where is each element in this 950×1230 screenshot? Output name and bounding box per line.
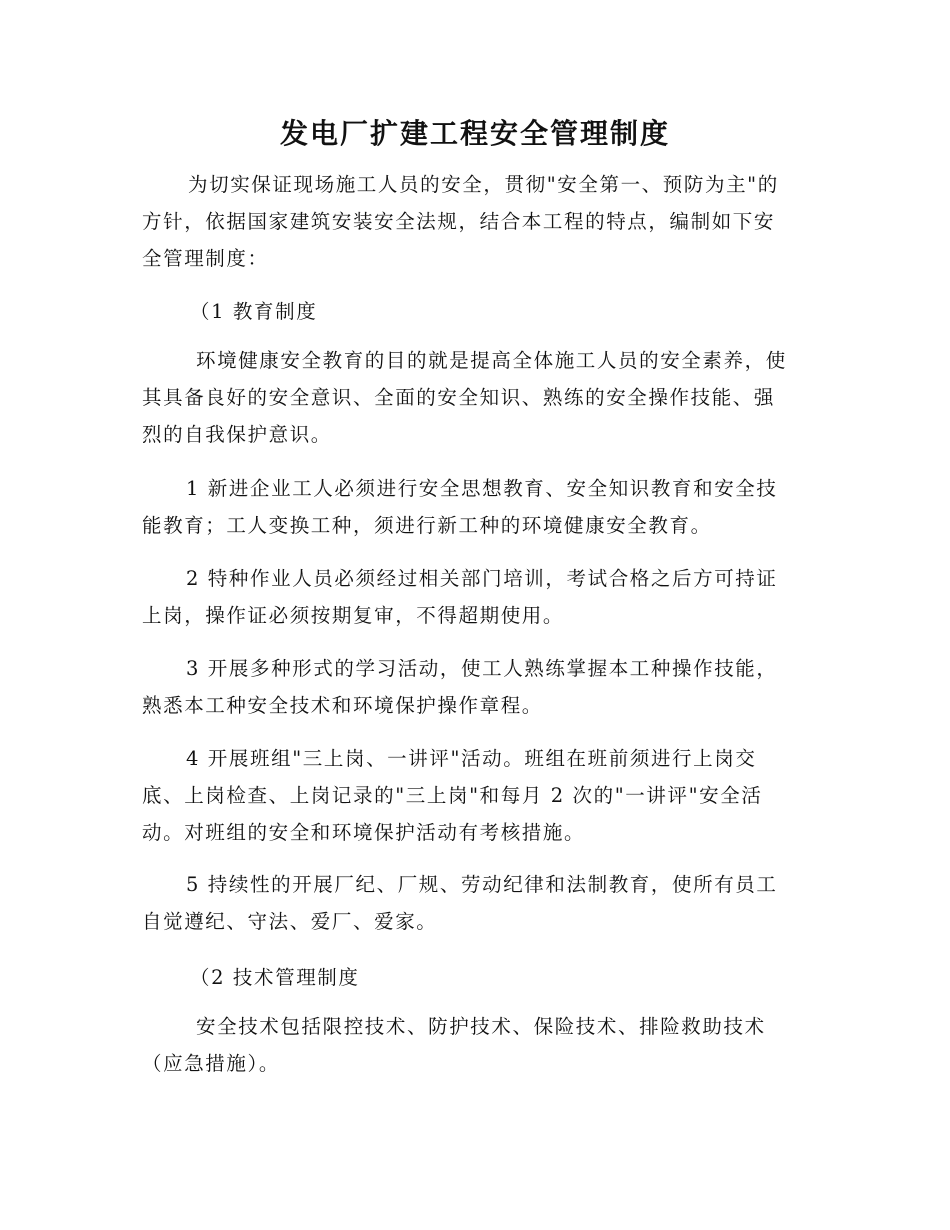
item-2-paragraph [142, 560, 807, 634]
item-5-paragraph [142, 866, 807, 940]
section-2-lead-line-2: （应急措施）。 [142, 1052, 280, 1075]
item-4-line-1: 4 开展班组"三上岗、一讲评"活动。班组在班前须进行上岗交 [186, 747, 757, 770]
section-1-lead-line-2: 其具备良好的安全意识、全面的安全知识、熟练的安全操作技能、强 [142, 386, 776, 409]
item-4-line-3: 动。对班组的安全和环境保护活动有考核措施。 [142, 821, 586, 844]
item-1-line-2: 能教育；工人变换工种，须进行新工种的环境健康安全教育。 [142, 514, 712, 537]
item-2-line-1: 2 特种作业人员必须经过相关部门培训，考试合格之后方可持证 [186, 567, 778, 590]
item-3-paragraph [142, 650, 807, 724]
item-5-line-1: 5 持续性的开展厂纪、厂规、劳动纪律和法制教育，使所有员工 [186, 873, 778, 896]
item-4-line-2: 底、上岗检查、上岗记录的"三上岗"和每月 2 次的"一讲评"安全活 [142, 784, 763, 807]
intro-line-3: 全管理制度： [142, 247, 269, 270]
item-1-paragraph [142, 470, 807, 544]
item-3-line-2: 熟悉本工种安全技术和环境保护操作章程。 [142, 694, 543, 717]
intro-paragraph [142, 166, 807, 277]
intro-line-1: 为切实保证现场施工人员的安全，贯彻"安全第一、预防为主"的 [188, 173, 779, 196]
section-1-lead-paragraph [142, 342, 807, 453]
item-1-line-1: 1 新进企业工人必须进行安全思想教育、安全知识教育和安全技 [186, 477, 778, 500]
section-2-lead-line-1: 安全技术包括限控技术、防护技术、保险技术、排险救助技术 [196, 1015, 766, 1038]
item-4-paragraph [142, 740, 807, 851]
item-3-line-1: 3 开展多种形式的学习活动，使工人熟练掌握本工种操作技能， [186, 657, 778, 680]
intro-line-2: 方针，依据国家建筑安装安全法规，结合本工程的特点，编制如下安 [142, 210, 776, 233]
item-5-line-2: 自觉遵纪、守法、爱厂、爱家。 [142, 910, 438, 933]
section-2-lead-paragraph [142, 1008, 807, 1082]
section-1-lead-line-1: 环境健康安全教育的目的就是提高全体施工人员的安全素养，使 [196, 349, 787, 372]
section-1-heading: （1 教育制度 [190, 300, 318, 323]
section-2-heading: （2 技术管理制度 [190, 966, 360, 989]
item-2-line-2: 上岗，操作证必须按期复审，不得超期使用。 [142, 604, 565, 627]
document-title: 发电厂扩建工程安全管理制度 [279, 117, 670, 150]
section-1-lead-line-3: 烈的自我保护意识。 [142, 423, 332, 446]
